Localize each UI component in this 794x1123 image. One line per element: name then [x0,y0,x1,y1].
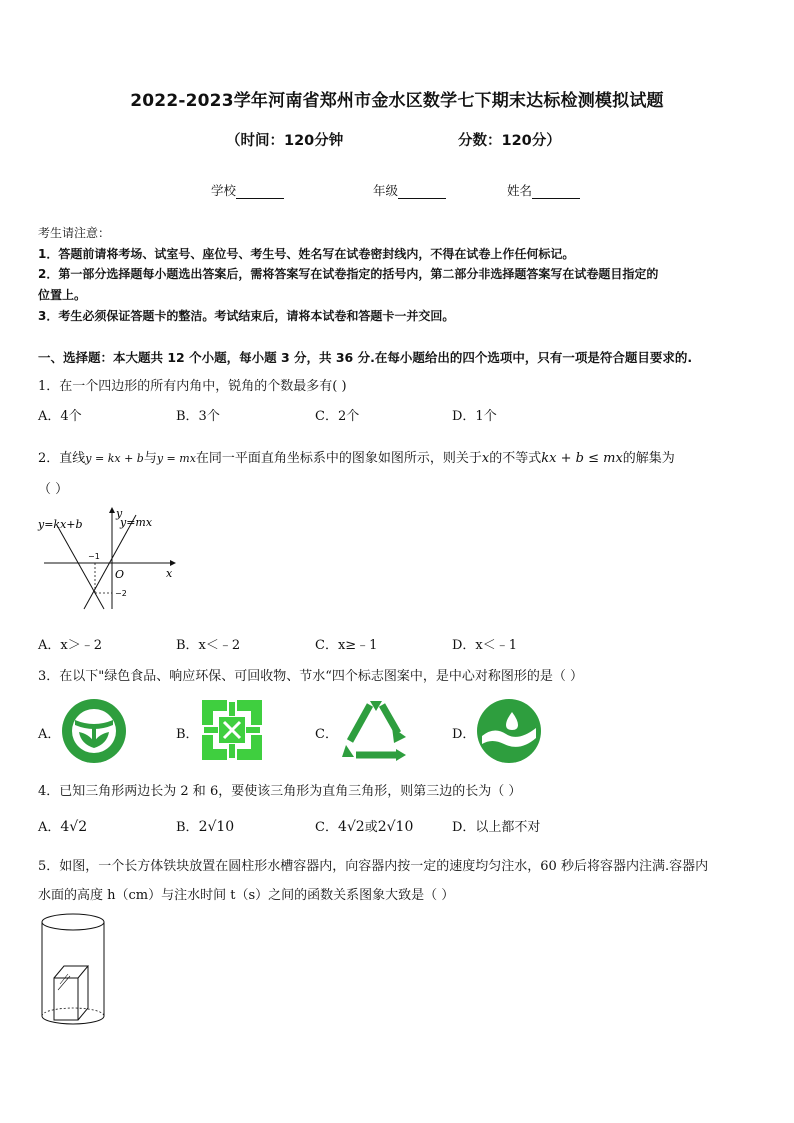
tick-x-label: −1 [88,552,100,561]
q5-stem-line-1: 5．如图，一个长方体铁块放置在圆柱形水槽容器内，向容器内按一定的速度均匀注水，60 秒后将容器内注满.容器内 [38,859,709,874]
q4-option-b[interactable] [176,816,234,835]
name-blank[interactable] [532,186,580,199]
line-mx [84,515,136,609]
q2-inequality: kx + b ≤ mx [541,451,623,466]
q2-stem-b: 与 [143,451,157,466]
q4-b-value: 2√10 [198,819,235,835]
q2-stem-d: 的不等式 [489,451,542,466]
y-axis-label: y [116,507,123,520]
eco-logo-icon[interactable] [201,699,263,761]
recycle-logo-icon[interactable] [340,697,412,763]
q2-option-a[interactable]: A．x＞﹣2 [38,638,102,653]
q3-label-b[interactable]: B． [176,727,199,742]
q4-c-value-1: 4√2 [337,819,365,835]
q2-stem-e: 的解集为 [622,451,675,466]
q4-stem: 4．已知三角形两边长为 2 和 6，要使该三角形为直角三角形，则第三边的长为（ ） [38,784,522,799]
q3-label-a[interactable]: A． [38,727,61,742]
y-axis-arrow [109,507,115,513]
page-title: 2022-2023学年河南省郑州市金水区数学七下期末达标检测模拟试题 [130,91,664,111]
q2-stem-a: 2．直线 [38,451,86,466]
q2-graph [36,505,186,615]
x-axis-arrow [170,560,176,566]
notice-item-3: 3．考生必须保证答题卡的整洁。考试结束后，请将本试卷和答题卡一并交回。 [38,309,455,323]
notice-item-2-cont: 位置上。 [38,288,87,302]
q2-option-d[interactable]: D．x＜﹣1 [452,638,518,653]
q2-paren: （ ） [38,482,69,497]
label-mx: y=mx [120,516,153,529]
origin-label: O [115,568,125,581]
tick-y-label: −2 [115,589,127,598]
notice-item-2: 2．第一部分选择题每小题选出答案后，需将答案写在试卷指定的括号内，第二部分非选择题答案写在试卷题目指定的 [38,267,659,281]
q4-a-label: A． [38,820,61,835]
grade-blank[interactable] [398,186,446,199]
grade-label: 年级 [373,183,399,198]
cylinder-tank-figure [38,910,108,1030]
q3-label-c[interactable]: C． [315,727,338,742]
q1-option-c[interactable]: C．2个 [315,409,360,424]
q4-option-a[interactable] [38,816,87,835]
q1-stem: 1．在一个四边形的所有内角中，锐角的个数最多有( ) [38,379,347,394]
q4-b-label: B． [176,820,199,835]
name-field[interactable] [507,181,580,199]
q2-formula-1: y = kx + b [85,452,144,465]
q2-var: x [481,451,490,466]
q4-option-c[interactable] [315,816,413,835]
q3-stem: 3．在以下"绿色食品、响应环保、可回收物、节水“四个标志图案中，是中心对称图形的是（ ） [38,669,584,684]
q2-stem [38,447,675,466]
q2-option-b[interactable]: B．x＜﹣2 [176,638,241,653]
q2-formula-2: y = mx [156,452,196,465]
name-label: 姓名 [507,183,533,198]
q2-stem-c: 在同一平面直角坐标系中的图象如图所示，则关于 [195,451,482,466]
q4-c-label: C． [315,820,338,835]
school-blank[interactable] [236,186,284,199]
q4-c-or: 或 [364,820,378,835]
q4-c-value-2: 2√10 [377,819,414,835]
iron-block [54,966,88,1020]
x-axis-label: x [166,567,173,580]
q1-option-d[interactable]: D．1个 [452,409,497,424]
notice-item-1: 1．答题前请将考场、试室号、座位号、考生号、姓名写在试卷密封线内，不得在试卷上作任何标记。 [38,247,575,261]
notice-heading: 考生请注意： [38,226,111,240]
q1-option-a[interactable]: A．4个 [38,409,82,424]
q4-option-d[interactable]: D．以上都不对 [452,820,541,835]
q2-option-c[interactable]: C．x≥﹣1 [315,638,378,653]
line-kx-b [58,527,104,609]
school-label: 学校 [211,183,237,198]
green-food-logo-icon[interactable] [61,698,127,764]
q1-option-b[interactable]: B．3个 [176,409,220,424]
school-field[interactable] [211,181,284,199]
label-kx-b: y=kx+b [38,518,83,531]
time-label: （时间：120分钟 [226,133,344,149]
section-heading: 一、选择题：本大题共 12 个小题，每小题 3 分，共 36 分.在每小题给出的四个选项中，只有一项是符合题目要求的. [38,350,693,365]
q5-stem-line-2: 水面的高度 h（cm）与注水时间 t（s）之间的函数关系图象大致是（ ） [38,888,455,903]
water-saving-logo-icon[interactable] [476,698,542,764]
q4-a-value: 4√2 [60,819,88,835]
q3-label-d[interactable]: D． [452,727,476,742]
score-label: 分数：120分） [458,133,561,149]
grade-field[interactable] [373,181,446,199]
